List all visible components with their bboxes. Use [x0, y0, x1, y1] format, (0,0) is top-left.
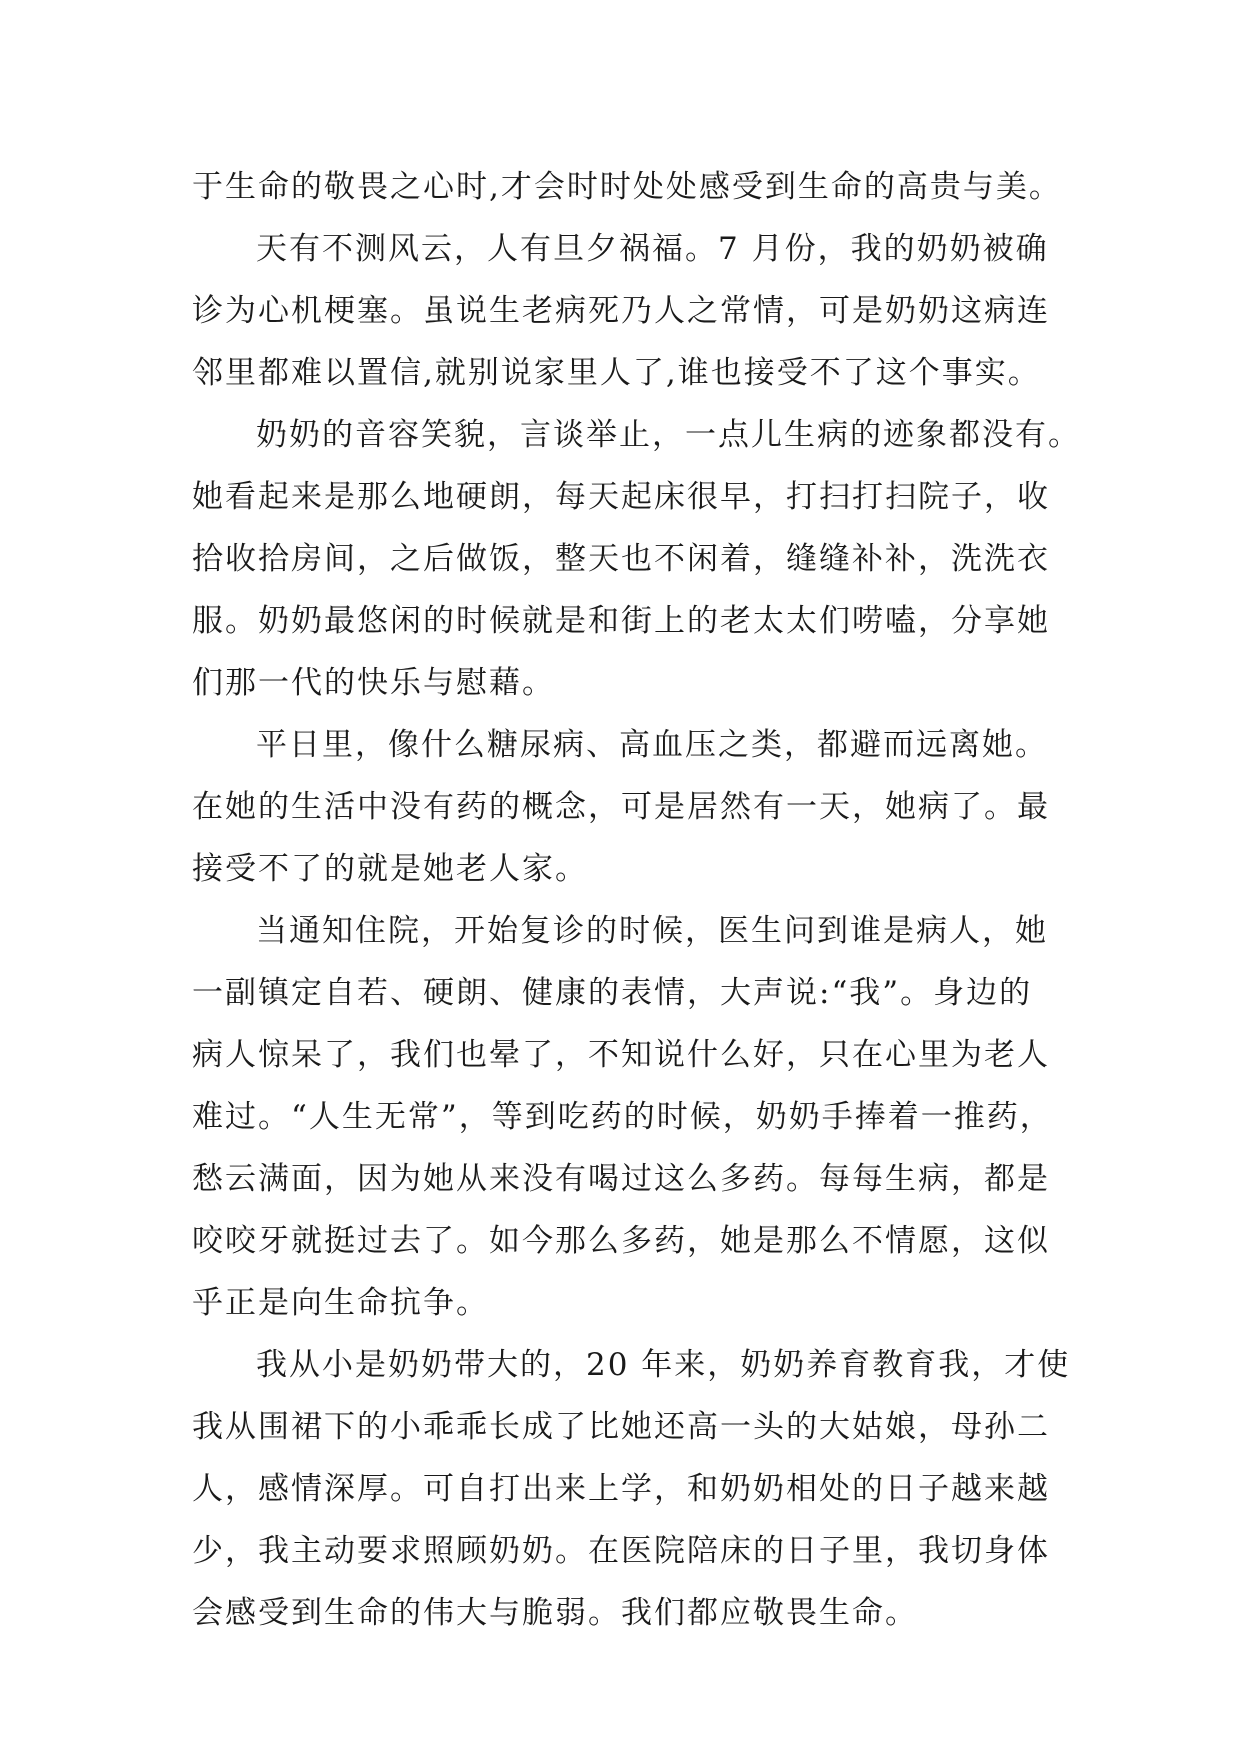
- text-line: 咬咬牙就挺过去了。如今那么多药，她是那么不情愿，这似: [192, 1223, 1050, 1259]
- paragraph-first-line: 当通知住院，开始复诊的时候，医生问到谁是病人，她: [256, 913, 1048, 949]
- paragraph-first-line: 天有不测风云，人有旦夕祸福。7 月份，我的奶奶被确: [256, 231, 1049, 267]
- text-line: 一副镇定自若、硬朗、健康的表情，大声说:“我”。身边的: [192, 975, 1033, 1011]
- text-line: 接受不了的就是她老人家。: [192, 851, 588, 887]
- text-line: 服。奶奶最悠闲的时候就是和街上的老太太们唠嗑，分享她: [192, 603, 1050, 639]
- document-body: [192, 156, 1092, 1644]
- text-line: 乎正是向生命抗争。: [192, 1285, 489, 1321]
- text-line: 病人惊呆了，我们也晕了，不知说什么好，只在心里为老人: [192, 1037, 1050, 1073]
- text-line: 邻里都难以置信,就别说家里人了,谁也接受不了这个事实。: [192, 355, 1041, 391]
- text-line: 会感受到生命的伟大与脆弱。我们都应敬畏生命。: [192, 1595, 918, 1631]
- text-line: 我从围裙下的小乖乖长成了比她还高一头的大姑娘，母孙二: [192, 1409, 1050, 1445]
- paragraph-first-line: 奶奶的音容笑貌，言谈举止，一点儿生病的迹象都没有。: [256, 417, 1081, 453]
- text-line: 们那一代的快乐与慰藉。: [192, 665, 555, 701]
- text-line: 少，我主动要求照顾奶奶。在医院陪床的日子里，我切身体: [192, 1533, 1050, 1569]
- text-line: 拾收拾房间，之后做饭，整天也不闲着，缝缝补补，洗洗衣: [192, 541, 1050, 577]
- text-line: 她看起来是那么地硬朗，每天起床很早，打扫打扫院子，收: [192, 479, 1050, 515]
- text-line: 在她的生活中没有药的概念，可是居然有一天，她病了。最: [192, 789, 1050, 825]
- text-line: 愁云满面，因为她从来没有喝过这么多药。每每生病，都是: [192, 1161, 1050, 1197]
- text-line: 诊为心机梗塞。虽说生老病死乃人之常情，可是奶奶这病连: [192, 293, 1050, 329]
- text-line: 人，感情深厚。可自打出来上学，和奶奶相处的日子越来越: [192, 1471, 1050, 1507]
- text-line: 难过。“人生无常”，等到吃药的时候，奶奶手捧着一推药，: [192, 1099, 1053, 1135]
- text-line: 于生命的敬畏之心时,才会时时处处感受到生命的高贵与美。: [192, 169, 1062, 205]
- paragraph-first-line: 我从小是奶奶带大的，20 年来，奶奶养育教育我，才使: [256, 1347, 1071, 1383]
- paragraph-first-line: 平日里，像什么糖尿病、高血压之类，都避而远离她。: [256, 727, 1048, 763]
